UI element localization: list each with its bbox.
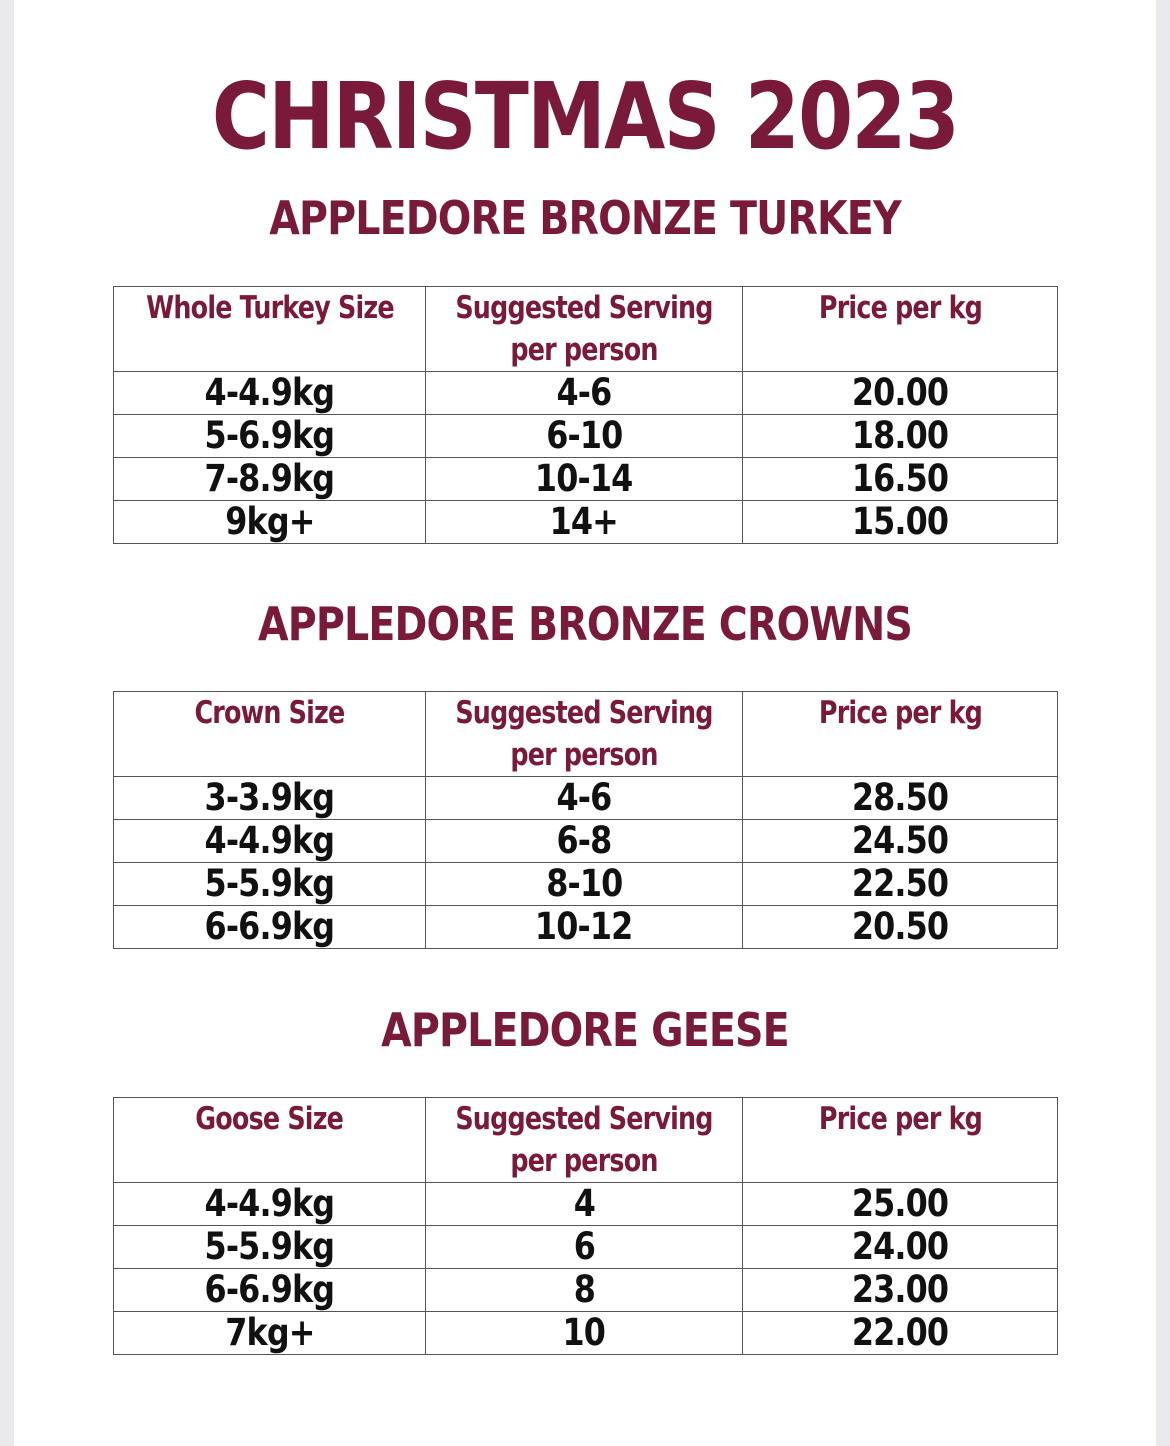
size-cell: 3-3.9kg bbox=[114, 777, 426, 820]
table-header-row bbox=[114, 287, 1058, 372]
size-cell: 4-4.9kg bbox=[114, 372, 426, 415]
serving-cell: 6-10 bbox=[426, 415, 743, 458]
size-cell: 9kg+ bbox=[114, 501, 426, 544]
size-cell: 5-5.9kg bbox=[114, 1226, 426, 1269]
serving-cell: 10-12 bbox=[426, 906, 743, 949]
size-cell: 7kg+ bbox=[114, 1312, 426, 1355]
table-row bbox=[114, 458, 1058, 501]
size-cell: 7-8.9kg bbox=[114, 458, 426, 501]
price-cell: 24.50 bbox=[743, 820, 1058, 863]
table-row bbox=[114, 863, 1058, 906]
table-row bbox=[114, 1312, 1058, 1355]
serving-cell: 6 bbox=[426, 1226, 743, 1269]
table-row bbox=[114, 1183, 1058, 1226]
serving-cell: 14+ bbox=[426, 501, 743, 544]
table-row bbox=[114, 372, 1058, 415]
serving-cell: 8-10 bbox=[426, 863, 743, 906]
column-header-serving: Suggested Serving per person bbox=[426, 1098, 743, 1183]
table-row bbox=[114, 501, 1058, 544]
table-row bbox=[114, 777, 1058, 820]
price-cell: 22.00 bbox=[743, 1312, 1058, 1355]
size-cell: 4-4.9kg bbox=[114, 1183, 426, 1226]
table-header-row bbox=[114, 692, 1058, 777]
serving-cell: 4-6 bbox=[426, 777, 743, 820]
crowns-price-table bbox=[113, 691, 1058, 949]
price-cell: 16.50 bbox=[743, 458, 1058, 501]
price-cell: 23.00 bbox=[743, 1269, 1058, 1312]
column-header-price: Price per kg bbox=[743, 1098, 1058, 1183]
section-heading-geese: APPLEDORE GEESE bbox=[381, 1003, 789, 1057]
serving-cell: 6-8 bbox=[426, 820, 743, 863]
price-cell: 20.00 bbox=[743, 372, 1058, 415]
price-cell: 22.50 bbox=[743, 863, 1058, 906]
section-heading-turkey: APPLEDORE BRONZE TURKEY bbox=[269, 191, 901, 245]
page-title: CHRISTMAS 2023 bbox=[211, 63, 959, 170]
price-cell: 20.50 bbox=[743, 906, 1058, 949]
serving-cell: 8 bbox=[426, 1269, 743, 1312]
price-cell: 18.00 bbox=[743, 415, 1058, 458]
geese-price-table bbox=[113, 1097, 1058, 1355]
serving-cell: 4-6 bbox=[426, 372, 743, 415]
column-header-price: Price per kg bbox=[743, 287, 1058, 372]
size-cell: 6-6.9kg bbox=[114, 1269, 426, 1312]
column-header-size: Whole Turkey Size bbox=[114, 287, 426, 372]
serving-cell: 10 bbox=[426, 1312, 743, 1355]
section-heading-crowns: APPLEDORE BRONZE CROWNS bbox=[258, 597, 912, 651]
turkey-price-table bbox=[113, 286, 1058, 544]
column-header-serving: Suggested Serving per person bbox=[426, 692, 743, 777]
column-header-size: Goose Size bbox=[114, 1098, 426, 1183]
table-header-row bbox=[114, 1098, 1058, 1183]
serving-cell: 10-14 bbox=[426, 458, 743, 501]
table-row bbox=[114, 906, 1058, 949]
price-list-page bbox=[14, 0, 1156, 1446]
table-row bbox=[114, 820, 1058, 863]
price-cell: 28.50 bbox=[743, 777, 1058, 820]
column-header-price: Price per kg bbox=[743, 692, 1058, 777]
column-header-size: Crown Size bbox=[114, 692, 426, 777]
size-cell: 4-4.9kg bbox=[114, 820, 426, 863]
size-cell: 6-6.9kg bbox=[114, 906, 426, 949]
table-row bbox=[114, 1226, 1058, 1269]
table-row bbox=[114, 415, 1058, 458]
size-cell: 5-6.9kg bbox=[114, 415, 426, 458]
serving-cell: 4 bbox=[426, 1183, 743, 1226]
table-row bbox=[114, 1269, 1058, 1312]
price-cell: 25.00 bbox=[743, 1183, 1058, 1226]
price-cell: 15.00 bbox=[743, 501, 1058, 544]
size-cell: 5-5.9kg bbox=[114, 863, 426, 906]
price-cell: 24.00 bbox=[743, 1226, 1058, 1269]
column-header-serving: Suggested Serving per person bbox=[426, 287, 743, 372]
